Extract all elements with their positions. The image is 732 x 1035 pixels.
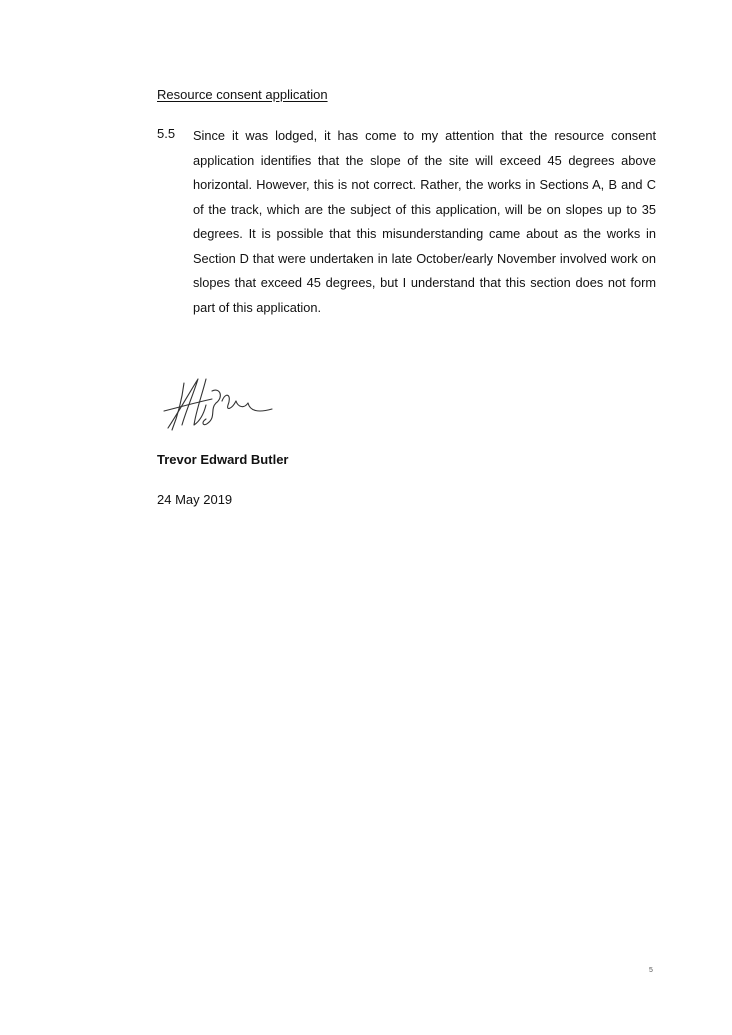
paragraph-number: 5.5 bbox=[157, 126, 176, 141]
section-heading: Resource consent application bbox=[157, 87, 328, 102]
handwritten-signature bbox=[160, 373, 275, 435]
page-number: 5 bbox=[649, 967, 653, 974]
signature-date: 24 May 2019 bbox=[157, 492, 233, 507]
paragraph-text: Since it was lodged, it has come to my attention that the resource consent application identifies that the slope of the site will exceed 45 degrees above horizontal. However, this is not correct. Rather, the works in Sections A, B and C of the track, which are the subject of this application, will be on slopes up to 35 degrees. It is possible that this misunderstanding came about as the works in Section D that were undertaken in late October/early November involved work on slopes that exceed 45 degrees, but I understand that this section does not form part of this application. bbox=[193, 128, 656, 315]
signer-name: Trevor Edward Butler bbox=[157, 452, 289, 467]
